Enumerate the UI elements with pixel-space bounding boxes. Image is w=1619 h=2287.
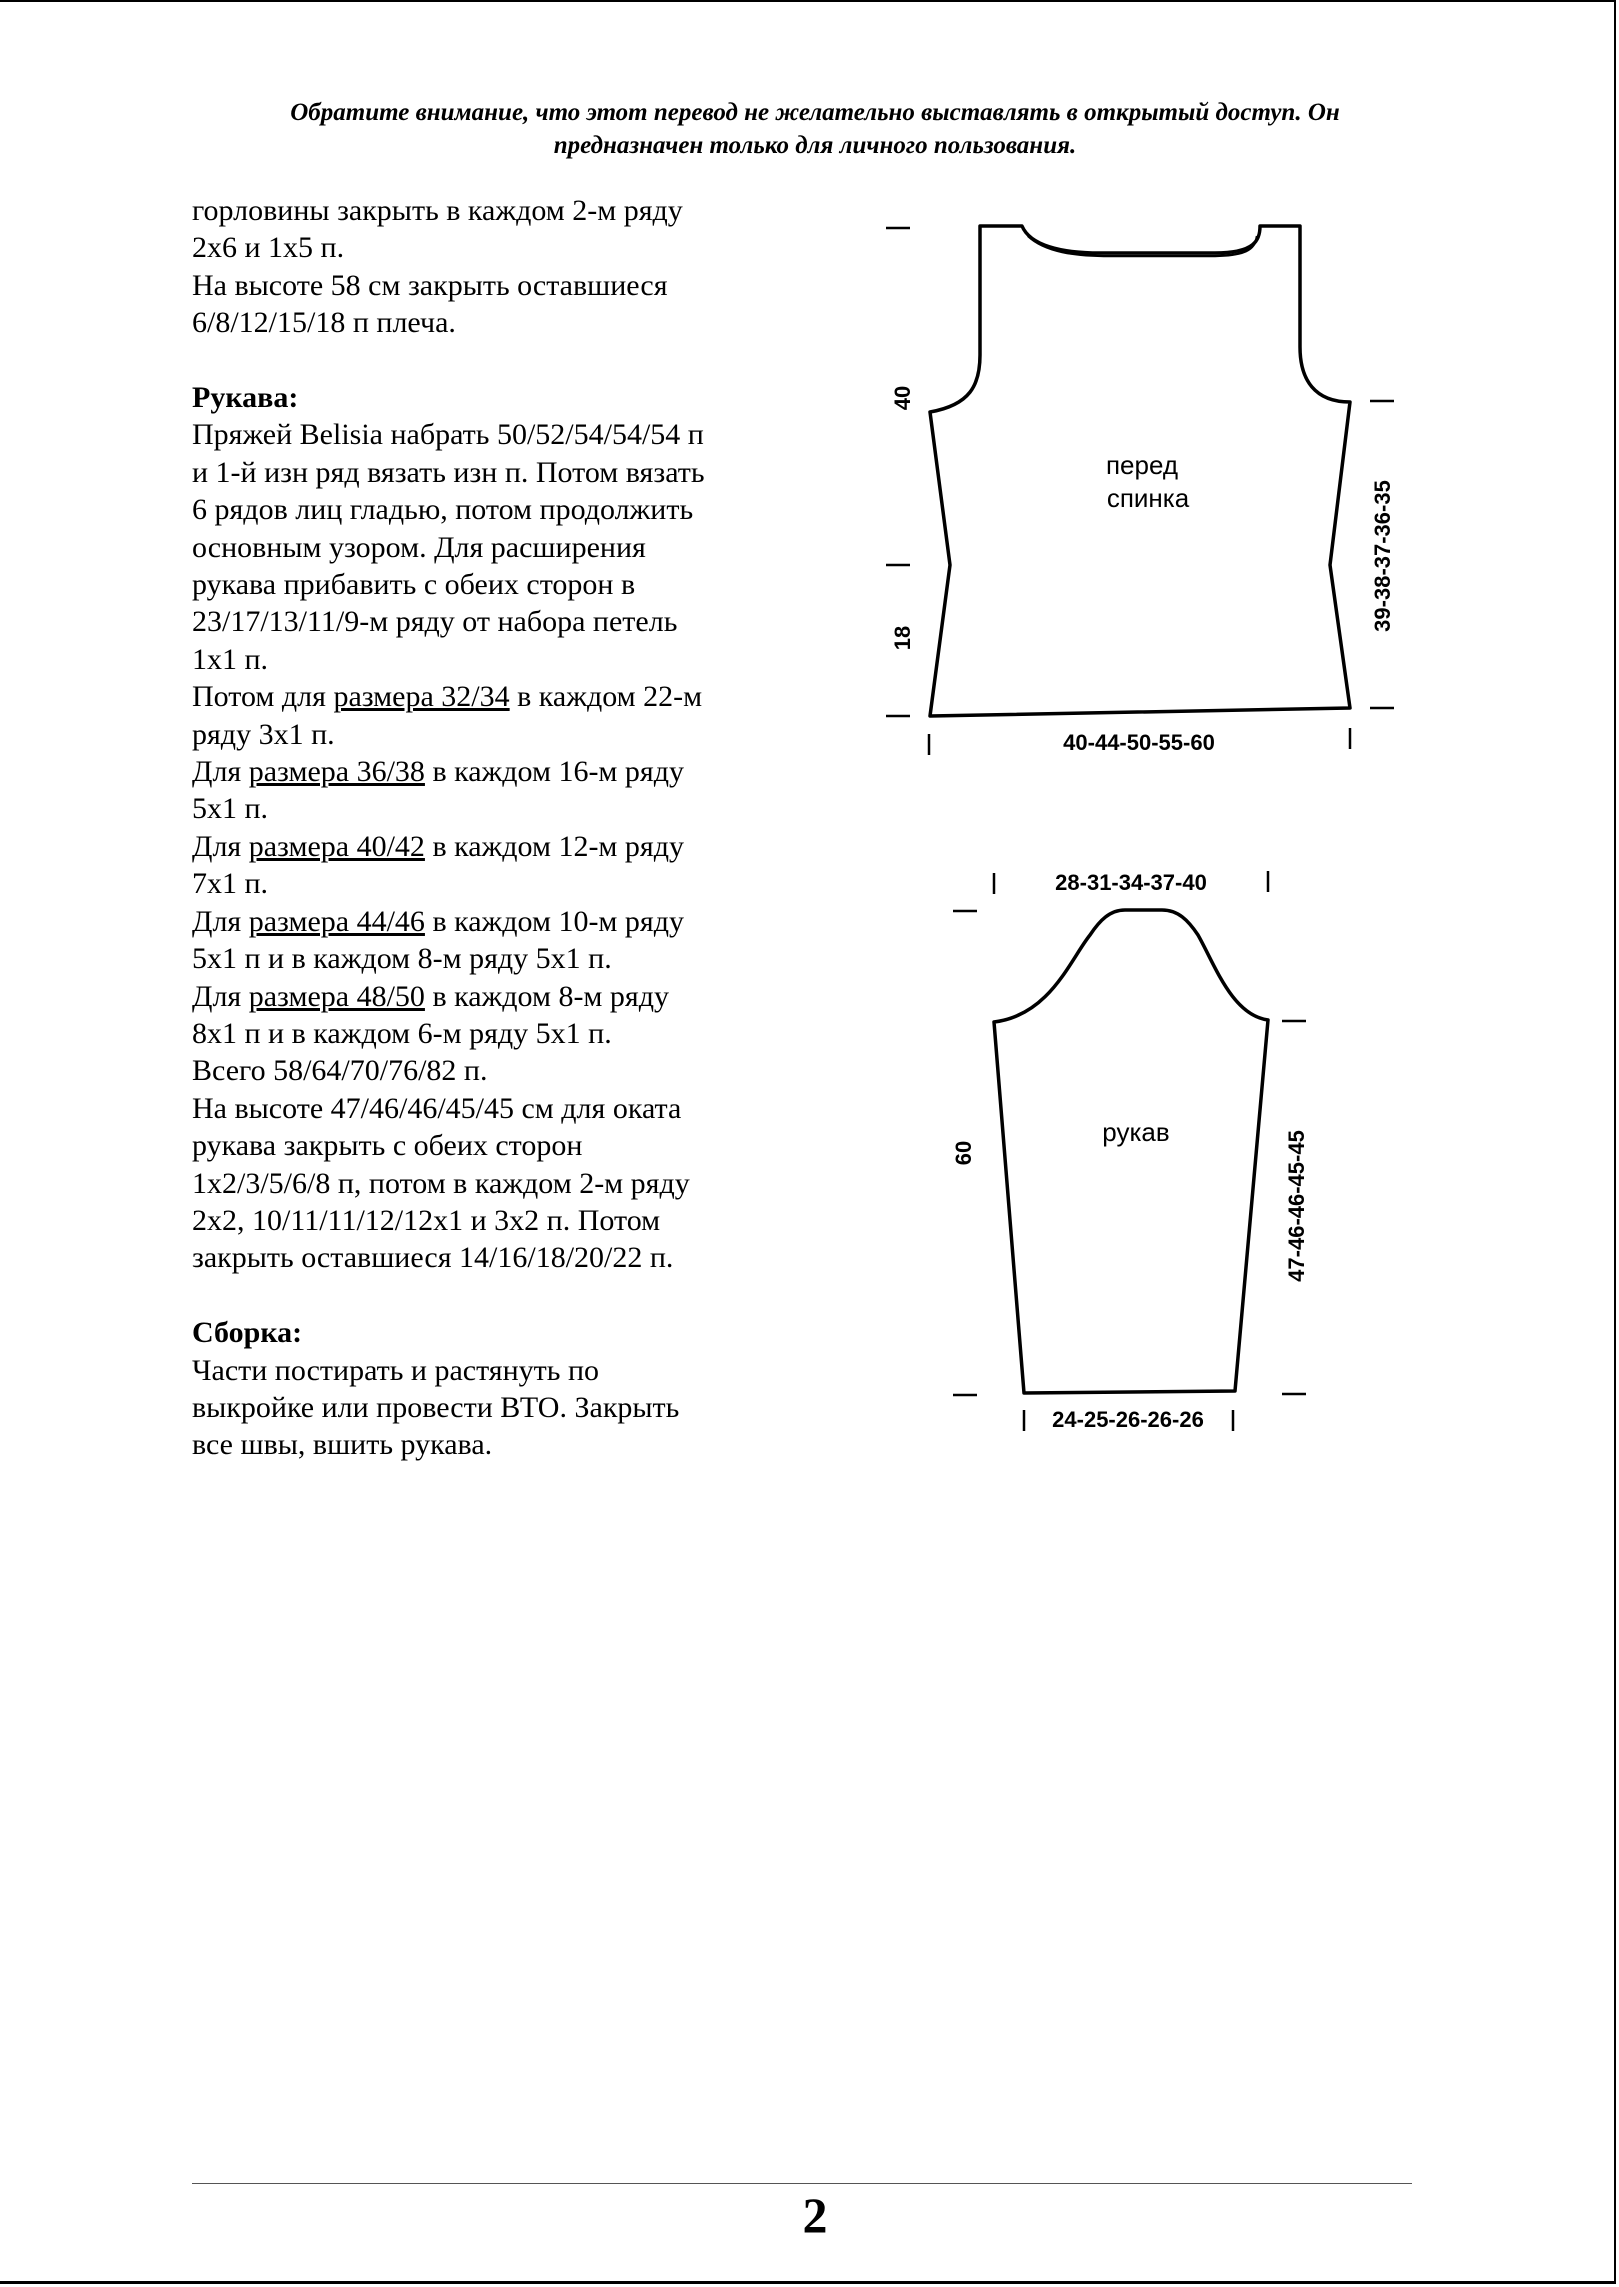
text-line: 2х2, 10/11/11/12/12х1 и 3х2 п. Потом bbox=[192, 1203, 661, 1237]
text-line: На высоте 58 см закрыть оставшиеся bbox=[192, 268, 668, 302]
sleeve-schematic bbox=[994, 910, 1268, 1393]
dim-body-width: 40-44-50-55-60 bbox=[1063, 730, 1215, 755]
size-link: размера 32/34 bbox=[333, 680, 510, 714]
text-line: Части постирать и растянуть по bbox=[192, 1353, 600, 1387]
size-row-line: Для размера 48/50 в каждом 8-м ряду bbox=[192, 979, 669, 1013]
sleeves-heading: Рукава: bbox=[192, 381, 299, 415]
text-line: рукава закрыть с обеих сторон bbox=[192, 1129, 583, 1163]
size-link: размера 36/38 bbox=[248, 755, 425, 789]
dim-sleeve-top: 28-31-34-37-40 bbox=[1055, 870, 1207, 895]
text-line: горловины закрыть в каждом 2-м ряду bbox=[192, 194, 683, 227]
footer-rule bbox=[192, 2183, 1412, 2184]
text-line: выкройке или провести ВТО. Закрыть bbox=[192, 1390, 680, 1424]
sleeve-outline bbox=[994, 910, 1268, 1393]
text-line: ряду 3х1 п. bbox=[192, 717, 335, 751]
page-number: 2 bbox=[802, 2187, 828, 2243]
dim-sleeve-length: 60 bbox=[951, 1140, 976, 1166]
text-line: 5х1 п. bbox=[192, 792, 269, 826]
text-line: 2х6 и 1х5 п. bbox=[192, 231, 345, 265]
text-line: 1х2/3/5/6/8 п, потом в каждом 2-м ряду bbox=[192, 1166, 690, 1200]
notice-line-1: Обратите внимание, что этот перевод не желательно выставлять в открытый доступ. Он bbox=[290, 99, 1340, 126]
text-line: 5х1 п и в каждом 8-м ряду 5х1 п. bbox=[192, 942, 612, 976]
text-line: 23/17/13/11/9-м ряду от набора петель bbox=[192, 605, 678, 639]
dim-body-side: 39-38-37-36-35 bbox=[1370, 480, 1395, 632]
text-line: На высоте 47/46/46/45/45 см для оката bbox=[192, 1091, 682, 1125]
dim-sleeve-bottom: 24-25-26-26-26 bbox=[1052, 1407, 1204, 1432]
text-line: рукава прибавить с обеих сторон в bbox=[192, 568, 636, 602]
text-line: и 1-й изн ряд вязать изн п. Потом вязать bbox=[192, 455, 705, 489]
size-row-line: Для размера 44/46 в каждом 10-м ряду bbox=[192, 904, 684, 938]
text-line: 6 рядов лиц гладью, потом продолжить bbox=[192, 493, 694, 527]
dim-sleeve-side: 47-46-46-45-45 bbox=[1284, 1130, 1309, 1282]
body-label-line2: спинка bbox=[1106, 483, 1190, 513]
text-line: закрыть оставшиеся 14/16/18/20/22 п. bbox=[192, 1241, 674, 1275]
text-line: все швы, вшить рукава. bbox=[192, 1428, 493, 1462]
dim-armhole: 40 bbox=[890, 385, 915, 411]
size-link: размера 44/46 bbox=[248, 904, 425, 938]
text-line: 1х1 п. bbox=[192, 642, 269, 676]
notice-line-2: предназначен только для личного пользования. bbox=[553, 132, 1077, 159]
body-label-line1: перед bbox=[1105, 450, 1179, 480]
assembly-heading: Сборка: bbox=[192, 1316, 303, 1350]
sleeve-label: рукав bbox=[1102, 1117, 1170, 1147]
size-link: размера 40/42 bbox=[248, 829, 425, 863]
text-line: Всего 58/64/70/76/82 п. bbox=[192, 1054, 488, 1088]
text-line: Пряжей Belisia набрать 50/52/54/54/54 п bbox=[192, 418, 704, 452]
size-row-line: Потом для размера 32/34 в каждом 22-м bbox=[192, 680, 703, 714]
size-row-line: Для размера 40/42 в каждом 12-м ряду bbox=[192, 829, 684, 863]
size-row-line: Для размера 36/38 в каждом 16-м ряду bbox=[192, 755, 684, 789]
text-line: 7х1 п. bbox=[192, 867, 269, 901]
text-line: 8х1 п и в каждом 6-м ряду 5х1 п. bbox=[192, 1016, 612, 1050]
size-link: размера 48/50 bbox=[248, 979, 425, 1013]
text-line: 6/8/12/15/18 п плеча. bbox=[192, 306, 456, 340]
text-line: основным узором. Для расширения bbox=[192, 530, 646, 564]
dim-lower: 18 bbox=[890, 625, 915, 651]
